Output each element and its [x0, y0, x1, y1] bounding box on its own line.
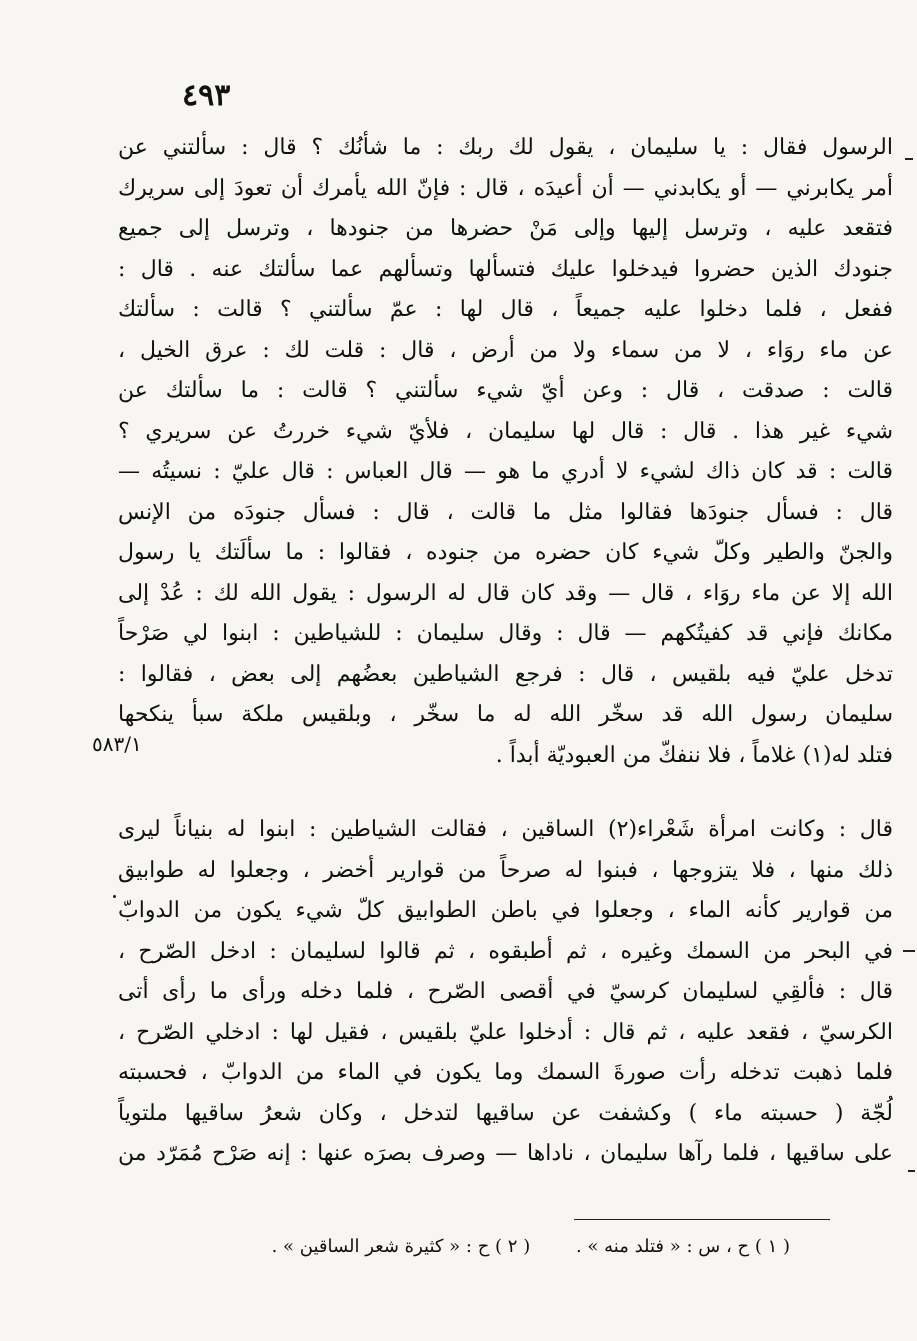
text-line: أمر يكابرني — أو يكابدني — أن أعيدَه ، قال : فإنّ الله يأمرك أن تعودَ إلى سريرك [118, 175, 893, 201]
text-line: فلما ذهبت تدخله رأت صورةَ السمك وما يكون في الماء من الدوابّ ، فحسبته [118, 1060, 893, 1085]
text-line: ففعل ، فلما دخلوا عليه جميعاً ، قال لها : عمّ سألتني ؟ قالت : سألتك [118, 297, 893, 322]
edge-mark [908, 1170, 915, 1172]
text-line: الكرسيّ ، فقعد عليه ، ثم قال : أدخلوا عليّ بلقيس ، فقيل لها : ادخلي الصّرح ، [118, 1019, 893, 1045]
text-line: شيء غير هذا . قال : قال لها سليمان ، فلأيّ شيء خررتُ عن سريري ؟ [118, 418, 893, 444]
text-line: جنودك الذين حضروا فيدخلوا عليك فتسألها وتسألهم عما سألتك عنه . قال : [118, 256, 893, 282]
text-line: لُجّة ( حسبته ماء ) وكشفت عن ساقيها لتدخل ، وكان شعرُ ساقيها ملتوياً [118, 1100, 893, 1126]
paragraph-gap [118, 776, 893, 810]
text-line: من قوارير كأنه الماء ، وجعلوا في باطن الطوابيق كلّ شيء يكون من الدوابّ [118, 898, 893, 923]
paragraph-1 [118, 128, 893, 776]
text-line: مكانك فإني قد كفيتُكهم — قال : وقال سليمان : للشياطين : ابنوا لي صَرْحاً [118, 621, 893, 646]
text-line: سليمان رسول الله قد سخّر الله له ما سخّر ، وبلقيس ملكة سبأ ينكحها [118, 702, 893, 727]
text-line: الرسول فقال : يا سليمان ، يقول لك ربك : ما شأنُك ؟ قال : سألتني عن [118, 135, 893, 160]
paragraph-2 [118, 810, 893, 1175]
edge-mark [905, 158, 913, 160]
text-line: ذلك منها ، فلا يتزوجها ، فبنوا له صرحاً من قوارير أخضر ، وجعلوا له طوابيق [118, 857, 893, 883]
text-line: قالت : صدقت ، قال : وعن أيّ شيء سألتني ؟ قالت : ما سألتك عن [118, 378, 893, 403]
text-line: والجنّ والطير وكلّ شيء كان حضره من جنوده ، فقالوا : ما سألَتك يا رسول [118, 540, 893, 565]
text-line: في البحر من السمك وغيره ، ثم أطبقوه ، ثم قالوا لسليمان : ادخل الصّرح ، [118, 938, 893, 964]
footnote-1: ( ١ ) ح ، س : « فتلد منه » . [575, 1236, 790, 1257]
text-line: فتقعد عليه ، وترسل إليها وإلى مَنْ حضرها من جنودها ، وترسل إلى جميع [118, 216, 893, 241]
main-text [118, 128, 893, 1175]
edge-mark [903, 950, 915, 952]
text-line: على ساقيها ، فلما رآها سليمان ، ناداها — وصرف بصرَه عنها : إنه صَرْح مُمَرّد من [118, 1141, 893, 1166]
text-line: عن ماء روَاء ، لا من سماء ولا من أرض ، قال : قلت لك : عرق الخيل ، [118, 337, 893, 363]
text-line: تدخل عليّ فيه بلقيس ، قال : فرجع الشياطين بعضُهم إلى بعض ، فقالوا : [118, 661, 893, 687]
text-line: قال : فسأل جنودَها فقالوا مثل ما قالت ، قال : فسأل جنودَه من الإنس [118, 499, 893, 525]
edge-mark [113, 895, 116, 898]
text-line: قال : فألقِي لسليمان كرسيّ في أقصى الصّرح ، فلما دخله ورأى ما رأى أتى [118, 979, 893, 1004]
text-line: قالت : قد كان ذاك لشيء لا أدري ما هو — قال العباس : قال عليّ : نسيتُه — [118, 459, 893, 484]
margin-reference: ٥٨٣/١ [92, 732, 142, 756]
text-line: قال : وكانت امرأة شَعْراء(٢) الساقين ، فقالت الشياطين : ابنوا له بنياناً ليرى [118, 817, 893, 842]
text-line: الله إلا عن ماء روَاء ، قال — وقد كان قال له الرسول : يقول الله لك : عُدْ إلى [118, 580, 893, 606]
footnote-2: ( ٢ ) ح : « كثيرة شعر الساقين » . [271, 1236, 531, 1257]
footnotes [250, 1236, 790, 1257]
text-line: فتلد له(١) غلاماً ، فلا ننفكّ من العبوديّة أبداً . [495, 742, 893, 768]
page-number: ٤٩٣ [182, 78, 231, 113]
footnote-rule [574, 1219, 830, 1220]
